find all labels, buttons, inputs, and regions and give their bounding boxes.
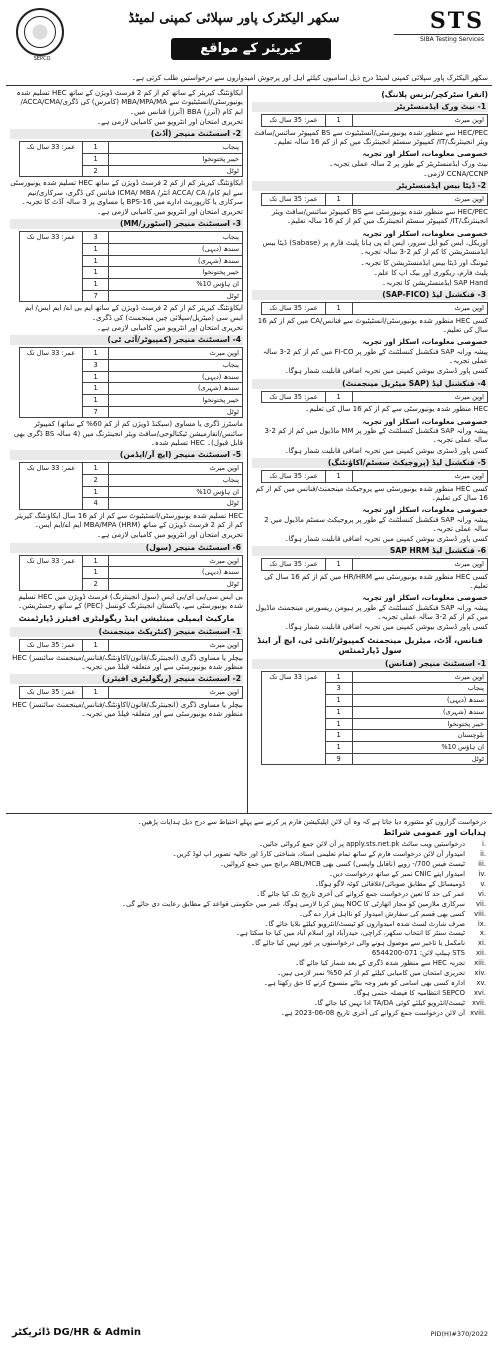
quota-label: ٹوٹل: [352, 753, 487, 765]
age-limit: عمر: 35 سال تک: [262, 115, 325, 127]
text-line: بیچلر یا مساوی ڈگری (انجینئرنگ/قانون/اکاؤنٹنگ/فنانس/مینجمنٹ سائنسز) HEC منظور شدہ یونیورسٹی سے اور متعلقہ فیلڈ میں تجربہ۔: [12, 700, 243, 718]
quota-label: بلوچستان: [352, 730, 487, 742]
instruction-item: [12, 999, 486, 1008]
quota-label: خیبر پختونخوا: [109, 267, 243, 279]
position-block: [10, 129, 243, 217]
instruction-item: [12, 969, 486, 978]
quota-count: 1: [325, 741, 352, 753]
instruction-item: [12, 920, 486, 929]
right-column: [247, 86, 492, 813]
instruction-number: xiii.: [474, 959, 486, 968]
age-limit: عمر: 33 سال تک: [20, 142, 82, 177]
text-lines: [10, 89, 243, 127]
sts-subtitle: SIBA Testing Services: [394, 34, 484, 44]
text-line: کسی پاور ڈسٹری بیوشن کمپنی میں تجربہ اضافی قابلیت شمار ہوگا۔: [284, 446, 488, 455]
quota-table: [19, 555, 243, 591]
quota-row: [20, 142, 243, 154]
quota-count: 1: [325, 706, 352, 718]
instruction-item: [12, 870, 486, 879]
position-title: 5- فنکشنل لیڈ (پروجیکٹ سسٹم/اکاؤنٹنگ): [252, 458, 488, 468]
age-limit: عمر: 33 سال تک: [20, 232, 82, 302]
quota-table: [261, 558, 488, 571]
quota-label: پنجاب: [109, 142, 243, 154]
instruction-number: xvi.: [473, 989, 486, 998]
text-line: ایکاؤنٹنگ کیریئر کم از کم 2 فرسٹ ڈویژن کے ساتھ ایم بی اے/ ایم ایس/ ایم ایس سی (میٹریل/سپلائی چین مینجمنٹ) کی ڈگری۔: [24, 304, 243, 322]
quota-label: اوپن میرٹ: [109, 555, 243, 567]
instruction-text: ٹیسٹ/انٹرویو کیلئے کوئی TA/DA ادا نہیں کیا جائے گا۔: [313, 999, 465, 1008]
age-limit: عمر: 35 سال تک: [262, 303, 325, 315]
instruction-text: امیدوار اپنے CNIC نمبر کے ساتھ درخواست دیں۔: [328, 869, 465, 878]
position-title: 4- فنکشنل لیڈ (SAP میٹریل مینجمنٹ): [252, 379, 488, 389]
sepco-logo-caption: SEPCO: [33, 56, 51, 63]
quota-label: اوپن میرٹ: [352, 115, 487, 127]
quota-row: [20, 686, 243, 698]
quota-table: [261, 671, 488, 766]
quota-label: اوپن میرٹ: [109, 686, 243, 698]
quota-label: سندھ (شہری): [352, 706, 487, 718]
quota-count: 1: [82, 267, 109, 279]
quota-row: [262, 194, 488, 206]
instruction-number: vii.: [476, 899, 486, 908]
career-banner: کیریئر کے مواقع: [171, 38, 331, 60]
quota-count: 1: [82, 567, 109, 579]
instruction-text: نامکمل یا تاخیر سے موصول ہونے والی درخواستوں پر غور نہیں کیا جائے گا۔: [251, 939, 465, 948]
position-block: [10, 674, 243, 719]
quota-table: [19, 462, 243, 510]
quota-label: اوپن میرٹ: [352, 671, 487, 683]
instruction-number: xii.: [476, 949, 486, 958]
quota-count: 3: [325, 683, 352, 695]
department-heading: مارکیٹ ایمپلی مینٹیشن اینڈ ریگولیٹری افیئرز ڈپارٹمنٹ: [18, 614, 235, 624]
quota-row: [20, 555, 243, 567]
age-limit: عمر: 35 سال تک: [20, 686, 82, 698]
quota-label: ٹوٹل: [109, 579, 243, 591]
position-title: 6- اسسٹنٹ منیجر (سول): [10, 543, 243, 553]
quota-label: اوپن میرٹ: [109, 348, 243, 360]
quota-label: ٹوٹل: [109, 406, 243, 418]
quota-label: ٹوٹل: [109, 290, 243, 302]
quota-row: [262, 559, 488, 571]
text-line: پیشہ ورانہ SAP فنکشنل کنسلٹنٹ کے طور پر پروجیکٹ سسٹم ماڈیول میں 2 سالہ عملی تجربہ۔: [264, 515, 488, 533]
position-block: [10, 627, 243, 672]
quota-count: 1: [325, 194, 352, 206]
instruction-text: سرکاری ملازمین کو مجاز اتھارٹی کا NOC پیش کرنا لازمی ہوگا، عمر میں حکومتی قواعد کے مطابق رعایت دی جائے گی۔: [122, 899, 465, 908]
position-title: 2- ڈیٹا بیس ایڈمنسٹریٹر: [252, 181, 488, 191]
quota-count: 1: [325, 303, 352, 315]
text-line: بیچلر یا مساوی ڈگری (انجینئرنگ/قانون/اکاؤنٹنگ/فنانس/مینجمنٹ سائنسز) HEC منظور شدہ یونیورسٹی سے اور متعلقہ فیلڈ میں تجربہ۔: [12, 653, 243, 671]
quota-table: [19, 141, 243, 177]
quota-label: سندھ (دیہی): [109, 371, 243, 383]
position-block: [252, 379, 488, 456]
quota-label: خیبر پختونخوا: [352, 718, 487, 730]
instruction-item: [12, 989, 486, 998]
instruction-item: [12, 949, 486, 958]
position-title: 1- نیٹ ورک ایڈمنسٹریٹر: [252, 102, 488, 112]
position-block: [10, 543, 243, 612]
quota-count: 3: [82, 359, 109, 371]
quota-row: [262, 391, 488, 403]
position-block: [252, 458, 488, 544]
intro-text: سکھر الیکٹرک پاور سپلائی کمپنی لمیٹڈ درج ذیل اسامیوں کیلئے اہل اور پرجوش امیدواروں سے درخواستیں طلب کرتی ہے۔: [6, 72, 492, 86]
position-block: [10, 450, 243, 541]
quota-count: 4: [82, 498, 109, 510]
header: [6, 4, 492, 72]
quota-row: [20, 639, 243, 651]
text-line: اوریکل، ایس کیو ایل سرور، ایس اے پی ہانا پلیٹ فارم پر (Sabase) ڈیٹا بیس ایڈمنسٹریشن کا کم از کم 2-3 سالہ تجربہ۔: [262, 239, 488, 257]
text-line: ایکاؤنٹنگ کیریئر کے ساتھ کم از کم 2 فرسٹ ڈویژن کے ساتھ HEC تسلیم شدہ یونیورسٹی/انسٹیٹیوٹ سے MBA/MPA/MA (کامرس) کی ڈگری/ACCA/CMA/ ایم کام (آنرز) BBA (آنرز) فنانس میں۔: [16, 89, 243, 116]
text-line: کسی پاور ڈسٹری بیوشن کمپنی میں تجربہ اضافی قابلیت شمار ہوگا۔: [284, 623, 488, 632]
position-block: [252, 102, 488, 179]
sts-logo-text: STS: [429, 8, 484, 34]
quota-count: 1: [82, 463, 109, 475]
instruction-text: تجربہ HEC سے منظور شدہ ڈگری کے بعد شمار کیا جائے گا۔: [295, 959, 465, 968]
text-line: پلیٹ فارم، ریکوری اور بیک اپ کا علم۔: [373, 268, 488, 277]
pid-number: PID(H)#370/2022: [430, 1330, 488, 1339]
text-line: پیشہ ورانہ SAP فنکشنل کنسلٹنٹ کے طور پر ہیومن ریسورس مینجمنٹ ماڈیول میں کم از کم 2-3 سالہ عملی تجربہ۔: [255, 603, 488, 622]
instruction-item: [12, 979, 486, 988]
position-title: 3- فنکشنل لیڈ (SAP-FICO): [252, 290, 488, 300]
text-line: کسی HEC منظور شدہ یونیورسٹی/انسٹیٹیوٹ سے فنانس/CA میں کم از کم 16 سال کی تعلیم۔: [257, 316, 488, 335]
quota-count: 2: [82, 165, 109, 177]
quota-row: [262, 303, 488, 315]
instruction-text: SEPCO انتظامیہ کا فیصلہ حتمی ہوگا۔: [352, 989, 465, 998]
quota-row: [20, 232, 243, 244]
quota-count: 1: [325, 671, 352, 683]
quota-count: 1: [82, 555, 109, 567]
quota-label: ٹوٹل: [109, 165, 243, 177]
quota-table: [261, 114, 488, 127]
quota-label: سندھ (دیہی): [109, 243, 243, 255]
instruction-text: ٹیسٹ فیس 700/- روپے (ناقابل واپسی) کسی بھی ABL/MCB برانچ میں جمع کروائیں۔: [219, 859, 465, 868]
instruction-number: v.: [480, 879, 486, 888]
text-line: ماسٹرز ڈگری یا مساوی (سیکنڈ ڈویژن کم از کم 60% کے ساتھ) کمپیوٹر سائنس/انفارمیشن ٹیکنالوجی/سافٹ ویئر انجینئرنگ میں (4 سالہ BS ڈگری بھی قابل قبول)۔ HEC تسلیم شدہ۔: [13, 420, 243, 447]
position-title: 4- اسسٹنٹ منیجر (کمپیوٹر/آئی ٹی): [10, 335, 243, 345]
instruction-text: ٹیسٹ سنٹر کا انتخاب سکھر، کراچی، حیدرآباد اور اسلام آباد میں کیا جا سکتا ہے۔: [235, 929, 465, 938]
quota-count: 1: [82, 243, 109, 255]
quota-table: [19, 639, 243, 652]
text-line: HEC/PEC سے منظور شدہ یونیورسٹی سے BS کمپیوٹر سائنس/سافٹ ویئر انجینئرنگ/IT/ کمپیوٹر سسٹم انجینئرنگ میں کم از کم 16 سالہ تعلیم۔: [271, 208, 488, 226]
quota-label: ٹوٹل: [109, 498, 243, 510]
quota-table: [261, 391, 488, 404]
age-limit: عمر: 35 سال تک: [262, 559, 325, 571]
text-line: HEC تسلیم شدہ یونیورسٹی/انسٹیٹیوٹ سے کم از کم 16 سال ایکاؤنٹنگ کیریئر کم از کم 2 فرسٹ ڈویژن کے ساتھ MBA/MPA (HRM) ایم اے/ایم ایس۔: [15, 511, 243, 530]
instruction-item: [12, 910, 486, 919]
footer: [6, 1321, 492, 1341]
age-limit: عمر: 35 سال تک: [262, 194, 325, 206]
instruction-number: iii.: [478, 859, 486, 868]
sub-heading: خصوصی معلومات، اسکلز اور تجربہ: [362, 228, 488, 238]
text-line: تحریری امتحان اور انٹرویو میں کامیابی لازمی ہے۔: [96, 531, 243, 540]
quota-table: [261, 470, 488, 483]
sub-heading: خصوصی معلومات، اسکلز اور تجربہ: [362, 505, 488, 514]
text-line: ایکاؤنٹنگ کیریئر کم از کم 2 فرسٹ ڈویژن کے ساتھ HEC تسلیم شدہ یونیورسٹی سے ایم کام/ ACCA/ CA انٹر/ ICMA/ MBA فنانس کی ڈگری، سرکاری/نیم سرکاری یا کارپوریٹ ادارے میں BPS-16 یا مساوی پر 3 سالہ آڈٹ کا تجربہ۔: [10, 179, 243, 206]
text-line: پیشہ ورانہ SAP فنکشنل کنسلٹنٹ کے طور پر MM ماڈیول میں کم از کم 2-3 سالہ عملی تجربہ۔: [264, 427, 488, 445]
instruction-text: درخواستیں ویب سائٹ apply.sts.net.pk پر آن لائن جمع کروائی جائیں۔: [258, 839, 465, 848]
quota-count: 1: [325, 559, 352, 571]
quota-label: اوپن میرٹ: [352, 303, 487, 315]
quota-label: اوپن میرٹ: [352, 391, 487, 403]
quota-count: 1: [82, 348, 109, 360]
quota-label: اوپن میرٹ: [352, 194, 487, 206]
position-block: [252, 181, 488, 288]
quota-count: 1: [82, 383, 109, 395]
quota-table: [19, 231, 243, 302]
quota-count: 1: [325, 695, 352, 707]
quota-count: 1: [82, 395, 109, 407]
instruction-text: آن لائن درخواست جمع کروانے کی آخری تاریخ 08-06-2023 ہے۔: [280, 1009, 465, 1018]
quota-count: 2: [82, 474, 109, 486]
instruction-number: iv.: [478, 869, 486, 878]
quota-label: پنجاب: [352, 683, 487, 695]
left-column: [6, 86, 247, 813]
quota-count: 9: [325, 753, 352, 765]
instruction-item: [12, 900, 486, 909]
text-line: بی ایس سی/بی ای/بی ایس (سول انجینئرنگ) فرسٹ ڈویژن میں HEC تسلیم شدہ یونیورسٹی سے، پاکستان انجینئرنگ کونسل (PEC) کے ساتھ رجسٹریشن۔: [17, 592, 243, 610]
quota-count: 7: [82, 406, 109, 418]
quota-label: اوپن میرٹ: [352, 470, 487, 482]
quota-count: 1: [82, 686, 109, 698]
position-title: 3- اسسٹنٹ منیجر (اسٹورز/MM): [10, 219, 243, 229]
instruction-item: [12, 890, 486, 899]
instruction-number: viii.: [474, 909, 486, 918]
quota-label: سندھ (شہری): [109, 383, 243, 395]
instruction-text: صرف شارٹ لسٹ شدہ امیدواروں کو ٹیسٹ/انٹرویو کیلئے بلایا جائے گا۔: [264, 919, 465, 928]
instructions-note: درخواست گزاروں کو مشورہ دیا جاتا ہے کہ وہ آن لائن اپلیکیشن فارم پر کرنے سے پہلے احتیاط سے درج ذیل ہدایات پڑھیں۔: [137, 818, 486, 827]
text-line: کسی HEC منظور شدہ یونیورسٹی سے HR/HRM میں کم از کم 16 سال کی تعلیم۔: [264, 572, 488, 591]
text-line: ٹیوننگ اور ڈیٹا بیس ایڈمنسٹریشن کا تجربہ۔: [360, 258, 488, 267]
text-line: کسی پاور ڈسٹری بیوشن کمپنی میں تجربہ اضافی قابلیت شمار ہوگا۔: [284, 367, 488, 376]
instruction-text: امیدوار آن لائن درخواست فارم کے ساتھ تمام تعلیمی اسناد، شناختی کارڈ اور حالیہ تصویر اپ لوڈ کریں۔: [172, 849, 465, 858]
quota-row: [262, 671, 488, 683]
sub-heading: خصوصی معلومات، اسکلز اور تجربہ: [362, 593, 488, 603]
quota-count: 1: [82, 255, 109, 267]
quota-count: 1: [325, 115, 352, 127]
sub-heading: خصوصی معلومات، اسکلز اور تجربہ: [362, 337, 488, 347]
position-title: 2- اسسٹنٹ منیجر (ریگولیٹری افیئرز): [10, 674, 243, 684]
quota-count: 1: [325, 391, 352, 403]
quota-label: ان ہاؤس 10%: [109, 279, 243, 291]
instruction-item: [12, 959, 486, 968]
quota-table: [261, 302, 488, 315]
text-line: HEC منظور شدہ یونیورسٹی سے کم از کم 16 سال کی تعلیم۔: [305, 405, 488, 414]
instruction-text: تحریری امتحان میں کامیابی کیلئے کم از کم 50% نمبر لازمی ہیں۔: [277, 969, 465, 978]
quota-count: 1: [82, 142, 109, 154]
position-title: 1- اسسٹنٹ منیجر (فنانس): [252, 659, 488, 669]
quota-row: [20, 463, 243, 475]
quota-label: سندھ (دیہی): [109, 567, 243, 579]
position-title: 5- اسسٹنٹ منیجر (ایچ آر/ایڈمن): [10, 450, 243, 460]
quota-row: [262, 470, 488, 482]
position-block: [10, 219, 243, 333]
quota-table: [19, 686, 243, 699]
quota-count: 1: [82, 279, 109, 291]
instruction-text: عمر کی حد کا تعین درخواست جمع کروانے کی آخری تاریخ تک کیا جائے گا۔: [256, 889, 465, 898]
age-limit: عمر: 33 سال تک: [262, 671, 325, 765]
instruction-number: xi.: [477, 939, 486, 948]
instruction-text: STS ہیلپ لائن: 071-6544200: [371, 949, 465, 958]
quota-label: اوپن میرٹ: [109, 639, 243, 651]
instructions-section: [6, 814, 492, 1022]
instruction-number: xiv.: [474, 969, 486, 978]
position-title: 6- فنکشنل لیڈ SAP HRM: [252, 546, 488, 556]
quota-count: 1: [325, 718, 352, 730]
age-limit: عمر: 33 سال تک: [20, 348, 82, 418]
quota-count: 3: [82, 232, 109, 244]
position-block: [252, 659, 488, 766]
instruction-text: کسی بھی قسم کی سفارش امیدوار کو نااہل قرار دے گی۔: [298, 909, 465, 918]
instruction-number: xv.: [476, 979, 486, 988]
instruction-item: [12, 939, 486, 948]
quota-label: سندھ (دیہی): [352, 695, 487, 707]
instruction-number: xviii.: [470, 1009, 486, 1018]
instruction-number: ix.: [477, 919, 486, 928]
age-limit: عمر: 35 سال تک: [262, 470, 325, 482]
quota-label: اوپن میرٹ: [109, 463, 243, 475]
instruction-item: [12, 840, 486, 849]
instruction-number: x.: [479, 929, 486, 938]
quota-row: [20, 348, 243, 360]
instruction-number: i.: [481, 839, 486, 848]
text-line: نیٹ ورک ایڈمنسٹریٹر کے طور پر 2 سالہ عملی تجربہ۔: [329, 159, 488, 168]
sts-logo: [394, 10, 484, 44]
quota-label: خیبر پختونخوا: [109, 153, 243, 165]
age-limit: عمر: 33 سال تک: [20, 555, 82, 590]
quota-count: 2: [82, 579, 109, 591]
instruction-number: ii.: [480, 849, 486, 858]
director-signature: ڈائریکٹر DG/HR & Admin: [12, 1326, 141, 1338]
quota-count: 1: [82, 639, 109, 651]
quota-count: 7: [82, 290, 109, 302]
quota-count: 1: [82, 486, 109, 498]
text-line: تحریری امتحان اور انٹرویو میں کامیابی لازمی ہے۔: [96, 323, 243, 332]
instruction-text: ڈومیسائل کے مطابق صوبائی/علاقائی کوٹہ لاگو ہوگا۔: [314, 879, 465, 888]
quota-label: ان ہاؤس 10%: [109, 486, 243, 498]
age-limit: عمر: 35 سال تک: [262, 391, 325, 403]
position-block: [252, 546, 488, 632]
position-title: 1- اسسٹنٹ منیجر (کنٹریکٹ مینجمنٹ): [10, 627, 243, 637]
instructions-title: ہدایات اور عمومی شرائط: [383, 828, 486, 838]
quota-label: ان ہاؤس 10%: [352, 741, 487, 753]
text-line: SAP Hand ایڈمنسٹریشن کا تجربہ۔: [381, 279, 488, 288]
department-heading: فنانس، آڈٹ، میٹریل مینجمنٹ کمپیوٹر/انٹی ٹی، ایچ آر اینڈ سول ڈپارٹمنٹس: [257, 635, 483, 656]
instruction-number: xvii.: [472, 999, 486, 1008]
positions-columns: [6, 86, 492, 814]
quota-label: پنجاب: [109, 474, 243, 486]
text-line: CCNA/CCNP لازمی۔: [423, 170, 488, 179]
instruction-item: [12, 1009, 486, 1018]
sepco-logo: [16, 8, 64, 63]
quota-table: [261, 193, 488, 206]
quota-label: سندھ (شہری): [109, 255, 243, 267]
text-line: کسی پاور ڈسٹری بیوشن کمپنی میں تجربہ اضافی قابلیت شمار ہوگا۔: [284, 534, 488, 543]
section-heading: (انفرا سٹرکچر/بزنس پلاننگ): [381, 90, 488, 100]
quota-label: پنجاب: [109, 232, 243, 244]
quota-count: 1: [325, 730, 352, 742]
instructions-list: [12, 840, 486, 1018]
text-line: تحریری امتحان اور انٹرویو میں کامیابی لازمی ہے۔: [96, 208, 243, 216]
sub-heading: خصوصی معلومات، اسکلز اور تجربہ: [362, 416, 488, 426]
quota-label: پنجاب: [109, 359, 243, 371]
instruction-item: [12, 929, 486, 938]
quota-label: خیبر پختونخوا: [109, 395, 243, 407]
company-title: سکھر الیکٹرک پاور سپلائی کمپنی لمیٹڈ: [128, 11, 340, 26]
quota-count: 1: [82, 153, 109, 165]
quota-count: 1: [325, 470, 352, 482]
sub-heading: خصوصی معلومات، اسکلز اور تجربہ: [362, 149, 488, 159]
position-title: 2- اسسٹنٹ منیجر (آڈٹ): [10, 129, 243, 139]
instruction-number: vi.: [477, 889, 486, 898]
quota-label: اوپن میرٹ: [352, 559, 487, 571]
instruction-item: [12, 880, 486, 889]
text-line: کسی HEC منظور شدہ یونیورسٹی سے پروجیکٹ مینجمنٹ/فنانس میں کم از کم 16 سال کی تعلیم۔: [255, 484, 488, 502]
instruction-item: [12, 860, 486, 869]
quota-row: [262, 115, 488, 127]
age-limit: عمر: 33 سال تک: [20, 463, 82, 510]
text-line: تحریری امتحان اور انٹرویو میں کامیابی لازمی ہے۔: [96, 117, 243, 126]
quota-count: 1: [82, 371, 109, 383]
instruction-item: [12, 850, 486, 859]
quota-table: [19, 347, 243, 418]
age-limit: عمر: 35 سال تک: [20, 639, 82, 651]
text-line: HEC/PEC سے منظور شدہ یونیورسٹی/انسٹیٹیوٹ سے BS کمپیوٹر سائنس/سافٹ ویئر انجینئرنگ/IT/ کمپیوٹر سسٹم انجینئرنگ میں کم از کم 16 سالہ تعلیم۔: [254, 128, 488, 147]
sepco-emblem-icon: [24, 16, 56, 48]
instruction-text: ادارہ کسی بھی اسامی کو بغیر وجہ بتائے منسوخ کرنے کا حق رکھتا ہے۔: [263, 979, 465, 988]
position-block: [252, 290, 488, 376]
position-block: [10, 335, 243, 448]
text-line: پیشہ ورانہ SAP فنکشنل کنسلٹنٹ کے طور پر FI-CO میں کم از کم 2-3 سالہ عملی تجربہ۔: [262, 347, 488, 366]
